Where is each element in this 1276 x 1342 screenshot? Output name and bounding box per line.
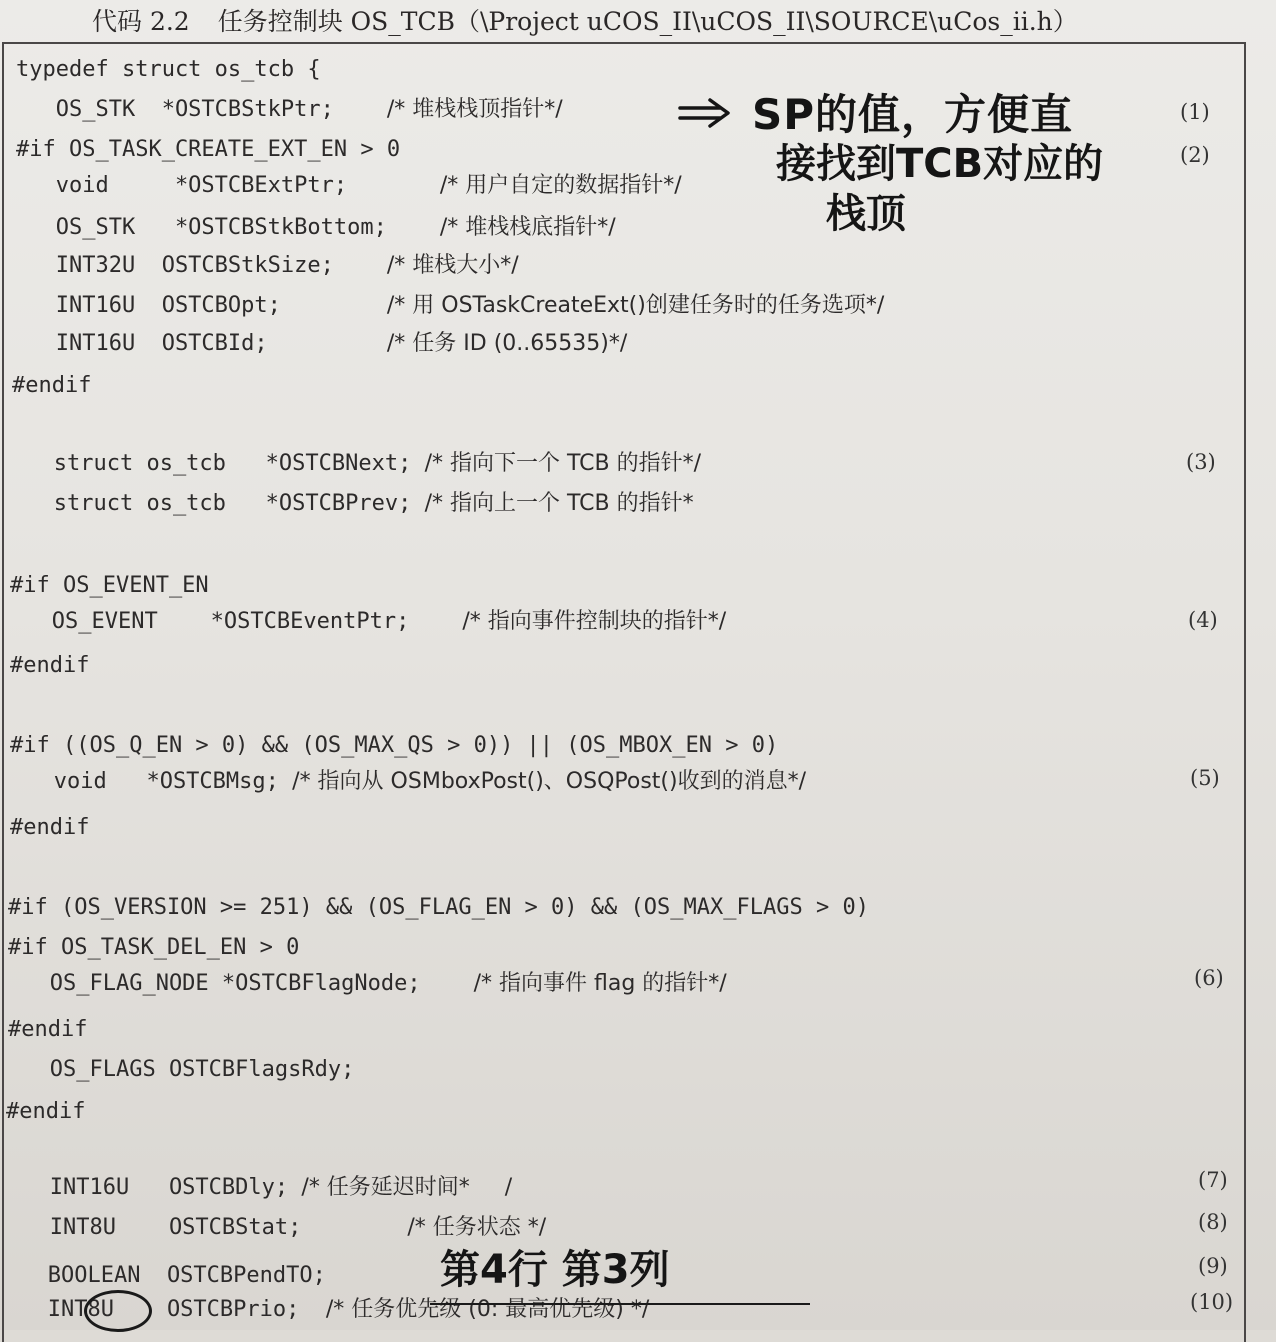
caption-number: 代码 2.2 [92,7,190,36]
line-marker: (8) [1198,1210,1228,1234]
code-line: INT16U OSTCBOpt; /* 用 OSTaskCreateExt()创建任务时的任务选项*/ [16,293,885,318]
line-marker: (4) [1188,608,1218,632]
code-line: struct os_tcb *OSTCBNext; /* 指向下一个 TCB 的指针*/ [14,451,702,476]
code-line: struct os_tcb *OSTCBPrev; /* 指向上一个 TCB 的指针* [14,491,694,516]
code-line: #endif [10,815,90,840]
caption-title: 任务控制块 OS_TCB（\Project uCOS_II\uCOS_II\SOURCE\uCos_ii.h） [217,7,1078,36]
handwritten-note-line1: SP的值，方便直 [752,90,1074,139]
line-marker: (6) [1194,966,1224,990]
code-caption [92,2,1078,38]
code-line: #endif [10,653,90,678]
code-line: OS_FLAG_NODE *OSTCBFlagNode; /* 指向事件 flag 的指针*/ [10,971,727,996]
line-marker: (7) [1198,1168,1228,1192]
code-line: BOOLEAN OSTCBPendTO; [8,1263,326,1288]
code-line: #endif [8,1017,88,1042]
code-line: #if ((OS_Q_EN > 0) && (OS_MAX_QS > 0)) || (OS_MBOX_EN > 0) [10,733,779,758]
line-marker: (10) [1190,1290,1234,1314]
code-line: OS_STK *OSTCBStkPtr; /* 堆栈栈顶指针*/ [16,97,563,122]
handwritten-circle [84,1290,152,1332]
handwritten-note-bottom: 第4行 第3列 [440,1247,670,1293]
code-line: INT8U OSTCBStat; /* 任务状态 */ [10,1215,547,1240]
code-line: #if OS_TASK_DEL_EN > 0 [8,935,300,960]
code-line: #if OS_TASK_CREATE_EXT_EN > 0 [16,137,401,162]
code-line: typedef struct os_tcb { [16,57,321,82]
code-line: OS_EVENT *OSTCBEventPtr; /* 指向事件控制块的指针*/ [12,609,727,634]
line-marker: (2) [1180,143,1210,167]
code-line: INT32U OSTCBStkSize; /* 堆栈大小*/ [16,253,519,278]
handwritten-note-line3: 栈顶 [826,191,906,237]
handwritten-note-line2: 接找到TCB对应的 [776,141,1104,187]
code-line: #endif [6,1099,86,1124]
code-line: void *OSTCBExtPtr; /* 用户自定的数据指针*/ [16,173,682,198]
code-line: INT16U OSTCBDly; /* 任务延迟时间* / [10,1175,513,1200]
code-line: #endif [12,373,92,398]
line-marker: (1) [1180,100,1210,124]
code-line: OS_STK *OSTCBStkBottom; /* 堆栈栈底指针*/ [16,215,616,240]
code-line: #if OS_EVENT_EN [10,573,209,598]
code-line: void *OSTCBMsg; /* 指向从 OSMboxPost()、OSQPost()收到的消息*/ [14,769,806,794]
handwritten-strikethrough [430,1303,810,1305]
code-line: #if (OS_VERSION >= 251) && (OS_FLAG_EN > 0) && (OS_MAX_FLAGS > 0) [8,895,869,920]
handwritten-arrow-icon [676,96,736,130]
line-marker: (9) [1198,1254,1228,1278]
line-marker: (3) [1186,450,1216,474]
code-line: INT8U OSTCBPrio; /* 任务优先级 (0: 最高优先级) */ [8,1297,650,1322]
code-line: INT16U OSTCBId; /* 任务 ID (0..65535)*/ [16,331,628,356]
line-marker: (5) [1190,766,1220,790]
code-line: OS_FLAGS OSTCBFlagsRdy; [10,1057,355,1082]
